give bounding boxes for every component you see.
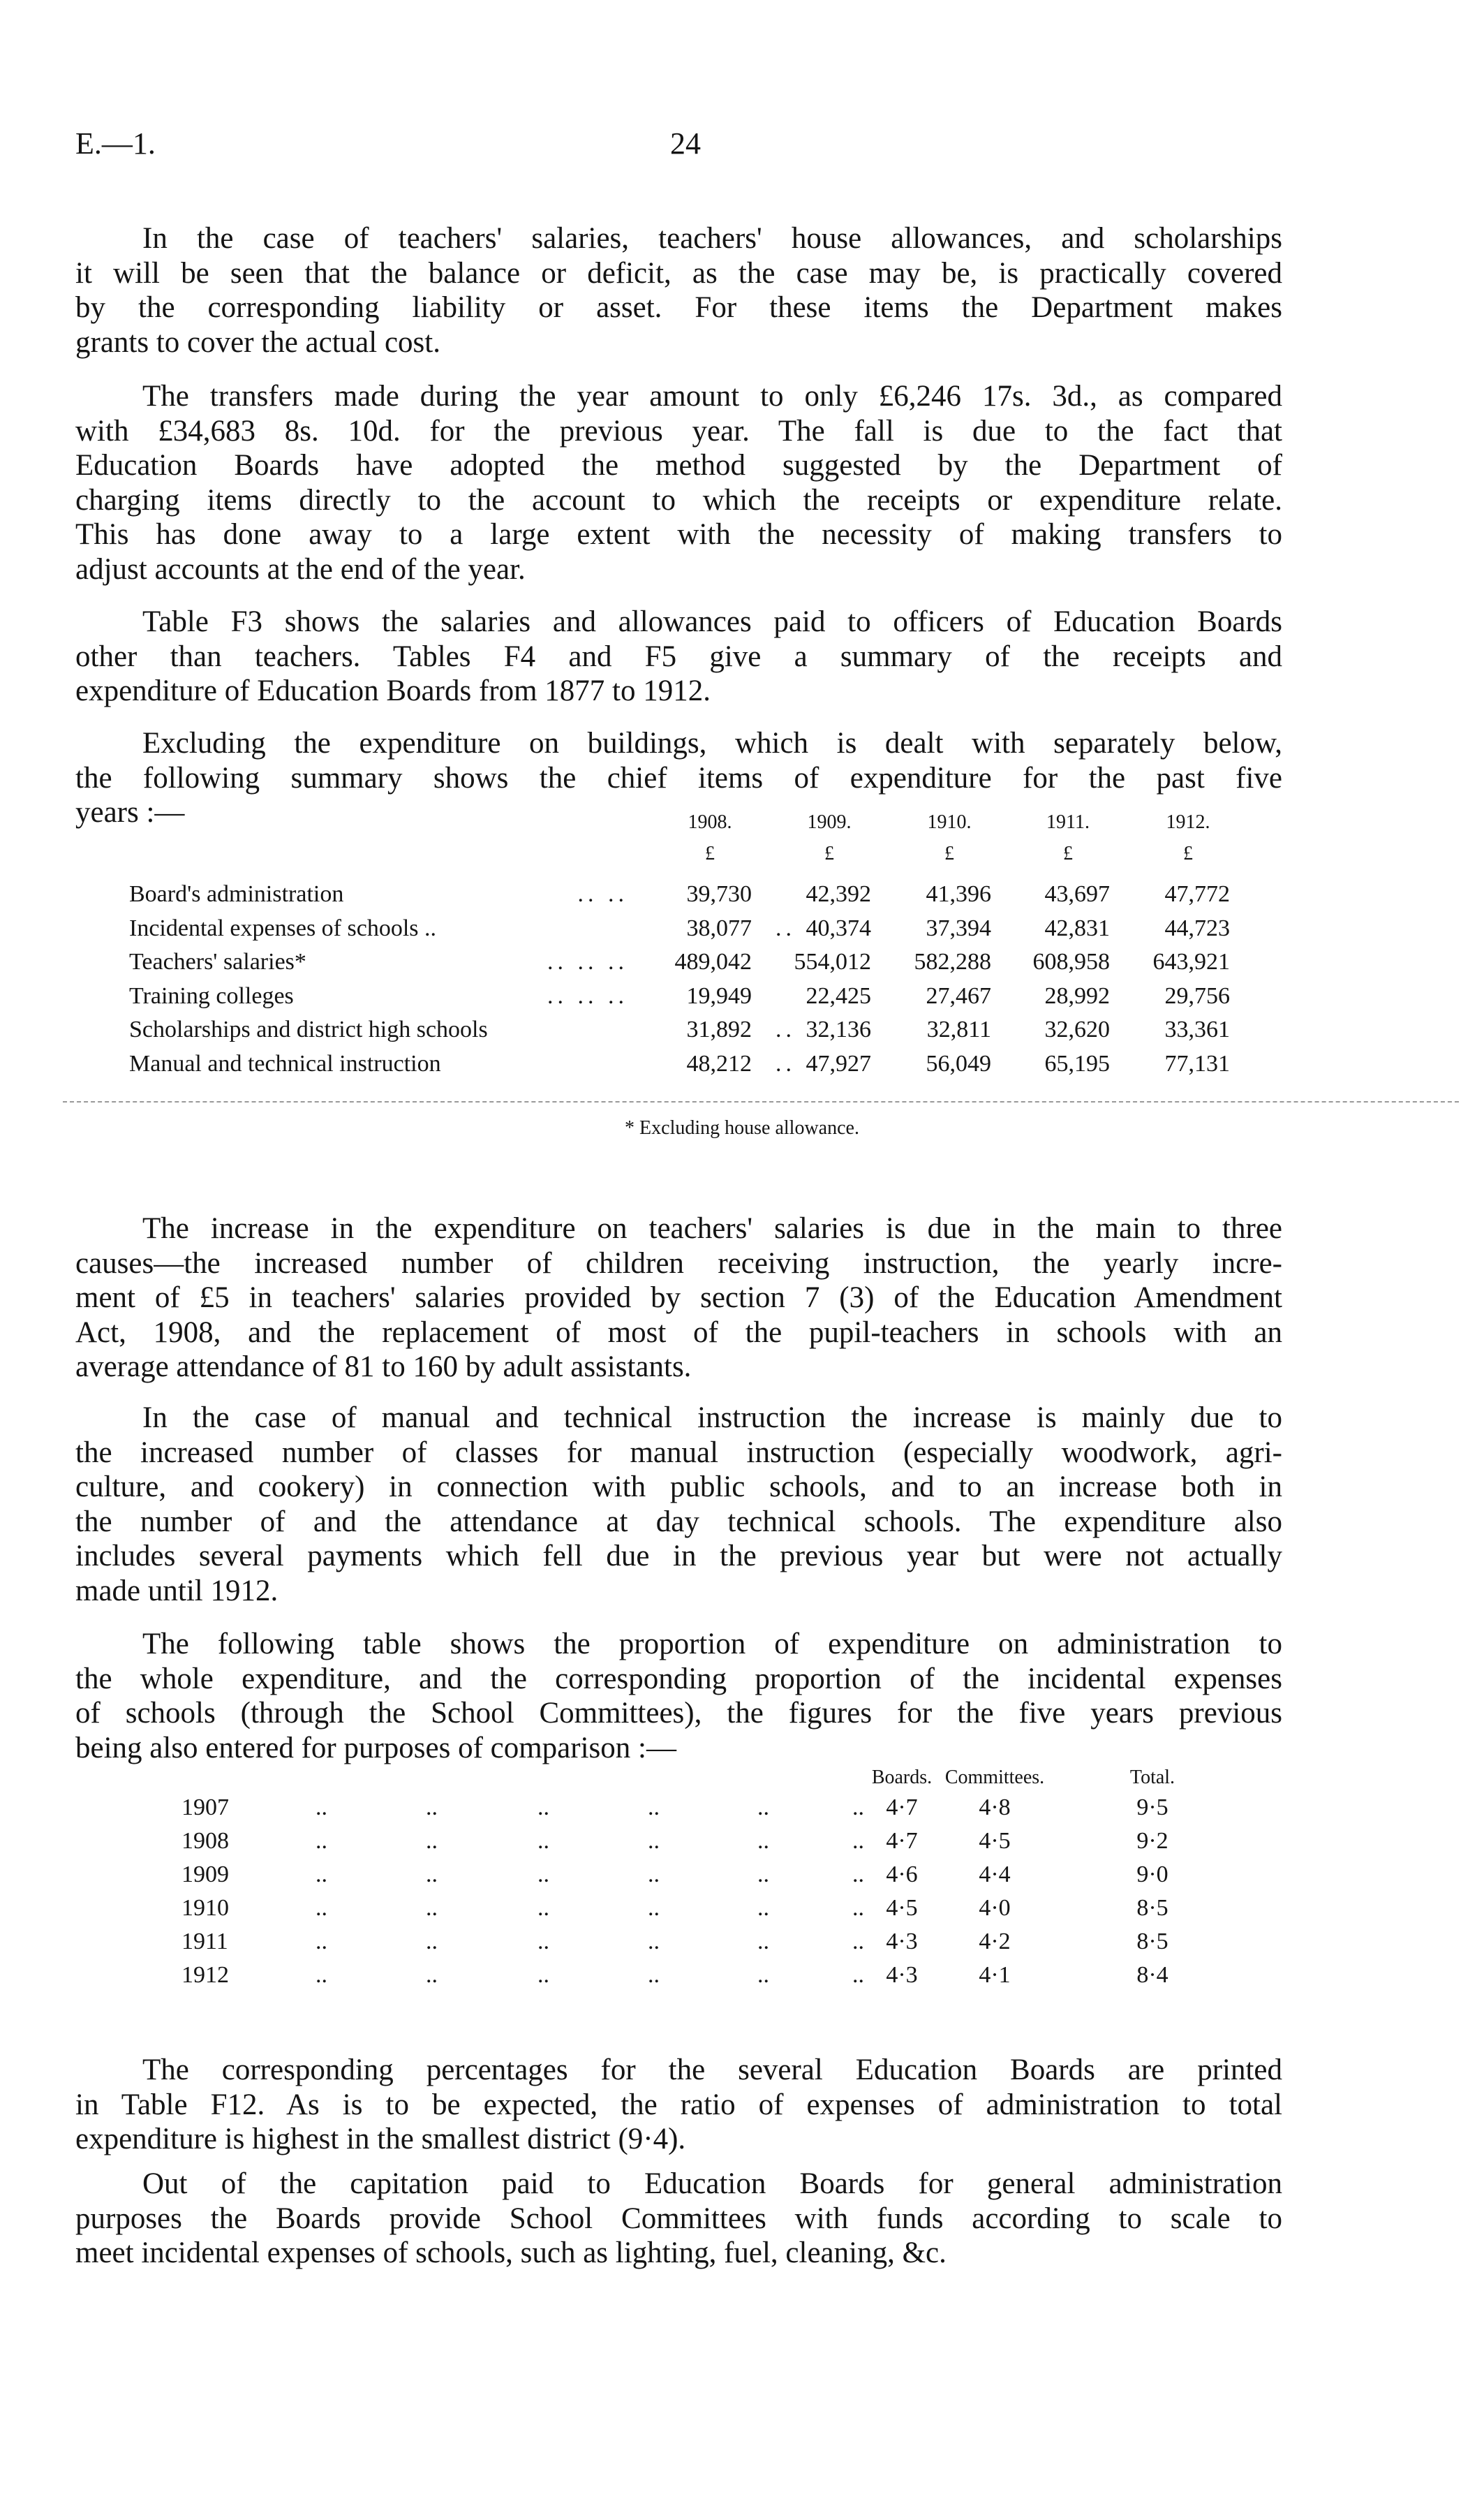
column-header: Total. <box>1129 1767 1175 1788</box>
leader-dots: .. <box>776 1017 796 1043</box>
leader-dots: .. <box>316 1895 327 1921</box>
value-cell: 643,921 <box>1152 949 1230 975</box>
text-line: Excluding the expenditure on buildings, which is dealt with separately below, <box>142 727 1282 760</box>
leader-dots: .. <box>648 1828 660 1854</box>
value-cell: 27,467 <box>926 982 991 1009</box>
value-cell: 4·4 <box>979 1862 1011 1887</box>
leader-dots: .. <box>852 1929 864 1954</box>
leader-dots: .. <box>648 1794 660 1820</box>
column-unit: £ <box>705 843 715 864</box>
value-cell: 8·5 <box>1136 1895 1168 1921</box>
paragraph <box>75 605 1282 709</box>
value-cell: 9·2 <box>1136 1828 1168 1854</box>
row-year: 1910 <box>181 1895 229 1921</box>
leader-dots: .. <box>648 1895 660 1921</box>
value-cell: 4·5 <box>979 1828 1011 1854</box>
value-cell: 554,012 <box>794 949 871 975</box>
value-cell: 77,131 <box>1164 1051 1230 1077</box>
leader-dots: .. <box>648 1929 660 1954</box>
text-line: being also entered for purposes of comparison :— <box>75 1731 676 1764</box>
text-line: the number of and the attendance at day technical schools. The expenditure also <box>75 1505 1282 1538</box>
text-line: culture, and cookery) in connection with public schools, and to an increase both in <box>75 1470 1282 1503</box>
leader-dots: .. <box>852 1828 864 1854</box>
column-header: Committees. <box>944 1767 1045 1788</box>
leader-dots: .. <box>648 1862 660 1887</box>
column-year: 1908. <box>688 811 732 833</box>
value-cell: 43,697 <box>1044 881 1110 907</box>
value-cell: 489,042 <box>674 949 752 975</box>
value-cell: 44,723 <box>1164 915 1230 941</box>
column-unit: £ <box>944 843 954 864</box>
value-cell: 33,361 <box>1164 1017 1230 1043</box>
row-year: 1911 <box>181 1929 228 1954</box>
table-footnote: * Excluding house allowance. <box>625 1117 859 1139</box>
row-label: Incidental expenses of schools .. <box>129 915 436 941</box>
value-cell: 608,958 <box>1032 949 1110 975</box>
text-line: In the case of manual and technical instruction the increase is mainly due to <box>142 1401 1282 1434</box>
value-cell: 39,730 <box>686 881 752 907</box>
value-cell: 22,425 <box>806 982 871 1009</box>
value-cell: 31,892 <box>686 1017 752 1043</box>
column-year: 1912. <box>1166 811 1210 833</box>
leader-dots: .. <box>426 1828 438 1854</box>
value-cell: 4·3 <box>886 1929 918 1954</box>
leader-dots: .. <box>757 1895 769 1921</box>
value-cell: 4·0 <box>979 1895 1011 1921</box>
value-cell: 32,620 <box>1044 1017 1110 1043</box>
text-line: it will be seen that the balance or deficit, as the case may be, is practically covered <box>75 256 1282 290</box>
leader-dots: .. <box>648 1962 660 1988</box>
column-header: Boards. <box>871 1767 933 1788</box>
row-label: Teachers' salaries* <box>129 949 306 975</box>
column-year: 1910. <box>927 811 972 833</box>
table-divider <box>63 1101 1459 1103</box>
text-line: purposes the Boards provide School Committees with funds according to scale to <box>75 2202 1282 2235</box>
leader-dots: .. <box>757 1962 769 1988</box>
value-cell: 8·5 <box>1136 1929 1168 1954</box>
column-unit: £ <box>1063 843 1073 864</box>
value-cell: 40,374 <box>806 915 871 941</box>
leader-dots: .. <box>757 1828 769 1854</box>
value-cell: 65,195 <box>1044 1051 1110 1077</box>
leader-dots: .. <box>537 1895 549 1921</box>
value-cell: 4·3 <box>886 1962 918 1988</box>
value-cell: 47,772 <box>1164 881 1230 907</box>
text-line: in Table F12. As is to be expected, the ratio of expenses of administration to total <box>75 2088 1282 2121</box>
leader-dots: .. <box>426 1895 438 1921</box>
text-line: The transfers made during the year amount to only £6,246 17s. 3d., as compared <box>142 380 1282 413</box>
value-cell: 56,049 <box>926 1051 991 1077</box>
text-line: The corresponding percentages for the several Education Boards are printed <box>142 2054 1282 2086</box>
value-cell: 42,392 <box>806 881 871 907</box>
text-line: meet incidental expenses of schools, such as lighting, fuel, cleaning, &c. <box>75 2236 947 2269</box>
text-line: Out of the capitation paid to Education Boards for general administration <box>142 2167 1282 2200</box>
leader-dots: .. <box>852 1862 864 1887</box>
text-line: by the corresponding liability or asset. For these items the Department makes <box>75 291 1282 324</box>
text-line: years :— <box>75 796 185 829</box>
text-line: Act, 1908, and the replacement of most of the pupil-teachers in schools with an <box>75 1315 1282 1349</box>
value-cell: 42,831 <box>1044 915 1110 941</box>
leader-dots: .. <box>757 1862 769 1887</box>
text-line: adjust accounts at the end of the year. <box>75 552 526 586</box>
row-year: 1907 <box>181 1794 229 1820</box>
text-line: This has done away to a large extent with the necessity of making transfers to <box>75 518 1282 551</box>
value-cell: 9·0 <box>1136 1862 1168 1887</box>
row-label: Scholarships and district high schools <box>129 1017 488 1043</box>
leader-dots: .. <box>316 1862 327 1887</box>
value-cell: 29,756 <box>1164 982 1230 1009</box>
paragraph <box>75 221 1282 360</box>
page-number: 24 <box>670 126 701 161</box>
text-line: Education Boards have adopted the method suggested by the Department of <box>75 449 1282 482</box>
paragraph <box>75 2053 1282 2157</box>
report-code: E.—1. <box>75 126 156 161</box>
leader-dots: .. <box>426 1794 438 1820</box>
column-year: 1911. <box>1046 811 1090 833</box>
text-line: includes several payments which fell due in the previous year but were not actually <box>75 1540 1282 1572</box>
text-line: the whole expenditure, and the corresponding proportion of the incidental expenses <box>75 1662 1282 1695</box>
value-cell: 582,288 <box>914 949 991 975</box>
text-line: The following table shows the proportion of expenditure on administration to <box>142 1628 1282 1660</box>
leader-dots: .. .. .. <box>547 982 628 1009</box>
leader-dots: .. <box>316 1929 327 1954</box>
leader-dots: .. <box>776 1051 796 1077</box>
text-line: other than teachers. Tables F4 and F5 give a summary of the receipts and <box>75 640 1282 673</box>
value-cell: 37,394 <box>926 915 991 941</box>
leader-dots: .. <box>537 1828 549 1854</box>
leader-dots: .. <box>426 1929 438 1954</box>
leader-dots: .. <box>537 1929 549 1954</box>
text-line: grants to cover the actual cost. <box>75 325 440 359</box>
value-cell: 4·5 <box>886 1895 918 1921</box>
paragraph <box>75 2167 1282 2271</box>
leader-dots: .. .. <box>577 881 628 907</box>
value-cell: 32,811 <box>926 1017 991 1043</box>
row-label: Training colleges <box>129 982 294 1009</box>
leader-dots: .. <box>537 1794 549 1820</box>
column-year: 1909. <box>807 811 852 833</box>
value-cell: 4·7 <box>886 1828 918 1854</box>
leader-dots: .. <box>537 1962 549 1988</box>
paragraph <box>75 1401 1282 1608</box>
value-cell: 32,136 <box>806 1017 871 1043</box>
paragraph <box>75 1211 1282 1385</box>
value-cell: 4·2 <box>979 1929 1011 1954</box>
leader-dots: .. <box>316 1794 327 1820</box>
leader-dots: .. <box>852 1962 864 1988</box>
leader-dots: .. .. .. <box>547 949 628 975</box>
value-cell: 9·5 <box>1136 1794 1168 1820</box>
text-line: the increased number of classes for manual instruction (especially woodwork, agri- <box>75 1436 1282 1469</box>
text-line: In the case of teachers' salaries, teachers' house allowances, and scholarships <box>142 222 1282 255</box>
value-cell: 48,212 <box>686 1051 752 1077</box>
row-year: 1909 <box>181 1862 229 1887</box>
leader-dots: .. <box>852 1794 864 1820</box>
text-line: with £34,683 8s. 10d. for the previous year. The fall is due to the fact that <box>75 414 1282 448</box>
leader-dots: .. <box>426 1862 438 1887</box>
text-line: average attendance of 81 to 160 by adult assistants. <box>75 1350 692 1383</box>
row-year: 1912 <box>181 1962 229 1988</box>
leader-dots: .. <box>776 915 796 941</box>
text-line: causes—the increased number of children receiving instruction, the yearly incre- <box>75 1246 1282 1280</box>
text-line: Table F3 shows the salaries and allowances paid to officers of Education Boards <box>142 605 1282 638</box>
row-year: 1908 <box>181 1828 229 1854</box>
value-cell: 28,992 <box>1044 982 1110 1009</box>
value-cell: 4·6 <box>886 1862 918 1887</box>
leader-dots: .. <box>757 1794 769 1820</box>
row-label: Manual and technical instruction <box>129 1051 441 1077</box>
value-cell: 38,077 <box>686 915 752 941</box>
column-unit: £ <box>824 843 834 864</box>
leader-dots: .. <box>852 1895 864 1921</box>
leader-dots: .. <box>316 1828 327 1854</box>
leader-dots: .. <box>316 1962 327 1988</box>
value-cell: 4·1 <box>979 1962 1011 1988</box>
value-cell: 41,396 <box>926 881 991 907</box>
text-line: charging items directly to the account to which the receipts or expenditure relate. <box>75 483 1282 517</box>
leader-dots: .. <box>426 1962 438 1988</box>
text-line: expenditure of Education Boards from 1877 to 1912. <box>75 674 711 707</box>
leader-dots: .. <box>757 1929 769 1954</box>
text-line: the following summary shows the chief items of expenditure for the past five <box>75 761 1282 795</box>
text-line: of schools (through the School Committees), the figures for the five years previous <box>75 1697 1282 1730</box>
leader-dots: .. <box>537 1862 549 1887</box>
paragraph <box>75 1627 1282 1765</box>
text-line: made until 1912. <box>75 1574 279 1607</box>
paragraph <box>75 379 1282 587</box>
text-line: The increase in the expenditure on teachers' salaries is due in the main to three <box>142 1212 1282 1245</box>
text-line: ment of £5 in teachers' salaries provided by section 7 (3) of the Education Amendment <box>75 1281 1282 1314</box>
text-line: expenditure is highest in the smallest district (9·4). <box>75 2123 686 2155</box>
value-cell: 4·8 <box>979 1794 1011 1820</box>
value-cell: 47,927 <box>806 1051 871 1077</box>
value-cell: 4·7 <box>886 1794 918 1820</box>
column-unit: £ <box>1183 843 1193 864</box>
value-cell: 19,949 <box>686 982 752 1009</box>
row-label: Board's administration <box>129 881 344 907</box>
value-cell: 8·4 <box>1136 1962 1168 1988</box>
